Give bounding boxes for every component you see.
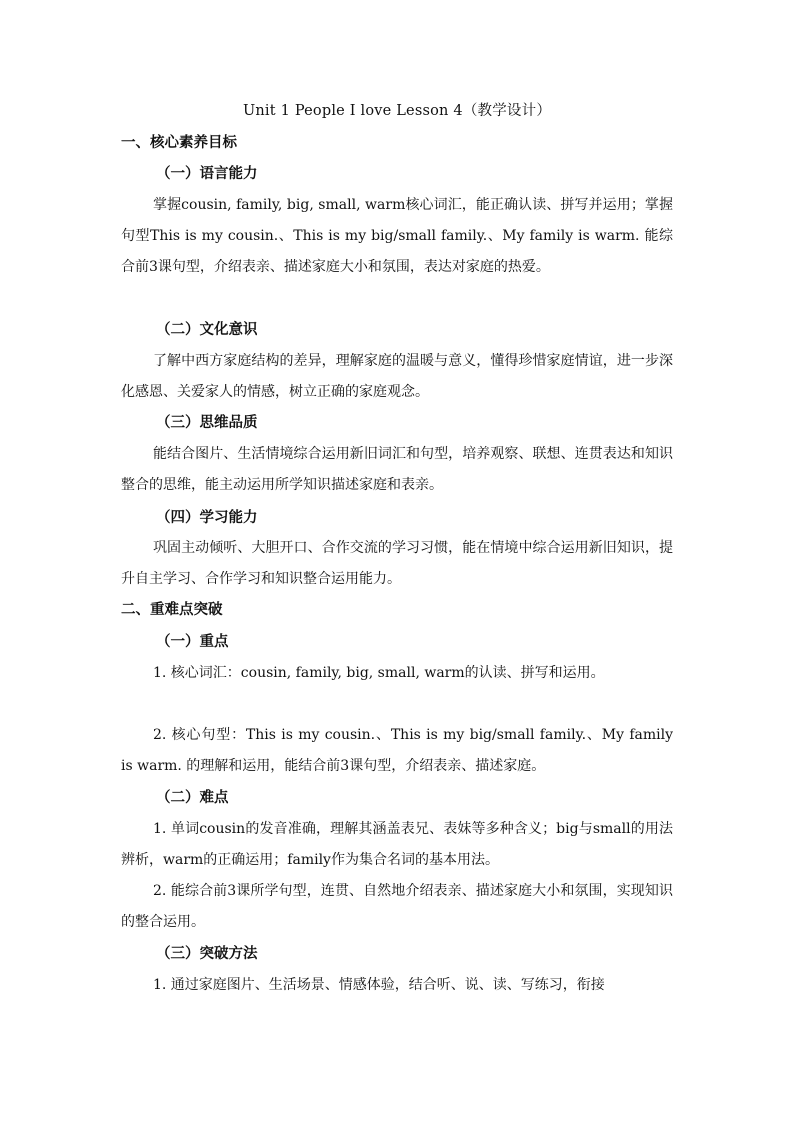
subheading-language-ability: （一）语言能力 bbox=[156, 165, 258, 182]
paragraph-cultural-awareness: 了解中西方家庭结构的差异，理解家庭的温暖与意义，懂得珍惜家庭情谊，进一步深化感恩、关爱家人的情感，树立正确的家庭观念。 bbox=[121, 353, 673, 400]
paragraph-method-1: 1. 通过家庭图片、生活场景、情感体验，结合听、说、读、写练习，衔接 bbox=[153, 977, 605, 993]
subheading-key-points: （一）重点 bbox=[156, 633, 229, 650]
subheading-methods: （三）突破方法 bbox=[156, 945, 258, 962]
subheading-cultural-awareness: （二）文化意识 bbox=[156, 321, 258, 338]
section-heading-key-points: 二、重难点突破 bbox=[121, 601, 223, 618]
paragraph-difficulty-1: 1. 单词cousin的发音准确，理解其涵盖表兄、表妹等多种含义；big与small的用法辨析，warm的正确运用；family作为集合名词的基本用法。 bbox=[121, 821, 673, 868]
document-title: Unit 1 People I love Lesson 4（教学设计） bbox=[242, 103, 552, 119]
paragraph-learning-ability: 巩固主动倾听、大胆开口、合作交流的学习习惯，能在情境中综合运用新旧知识，提升自主学习、合作学习和知识整合运用能力。 bbox=[121, 540, 673, 587]
subheading-difficulties: （二）难点 bbox=[156, 789, 229, 806]
paragraph-key-sentences: 2. 核心句型：This is my cousin.、This is my big/small family.、My family is warm. 的理解和运用，能结合前3课句型，介绍表亲、描述家庭。 bbox=[121, 727, 673, 774]
subheading-learning-ability: （四）学习能力 bbox=[156, 509, 258, 526]
paragraph-key-vocabulary: 1. 核心词汇：cousin, family, big, small, warm的认读、拼写和运用。 bbox=[153, 665, 605, 681]
paragraph-language-ability: 掌握cousin, family, big, small, warm核心词汇，能正确认读、拼写并运用；掌握句型This is my cousin.、This is my big/small family.、My family is warm. 能综合前3课句型，介绍表亲、描述家庭大小和氛围，表达对家庭的热爱。 bbox=[121, 197, 673, 275]
section-heading-core-goals: 一、核心素养目标 bbox=[121, 134, 237, 151]
subheading-thinking-quality: （三）思维品质 bbox=[156, 414, 258, 431]
paragraph-difficulty-2: 2. 能综合前3课所学句型，连贯、自然地介绍表亲、描述家庭大小和氛围，实现知识的整合运用。 bbox=[121, 883, 673, 930]
paragraph-thinking-quality: 能结合图片、生活情境综合运用新旧词汇和句型，培养观察、联想、连贯表达和知识整合的思维，能主动运用所学知识描述家庭和表亲。 bbox=[121, 446, 673, 493]
